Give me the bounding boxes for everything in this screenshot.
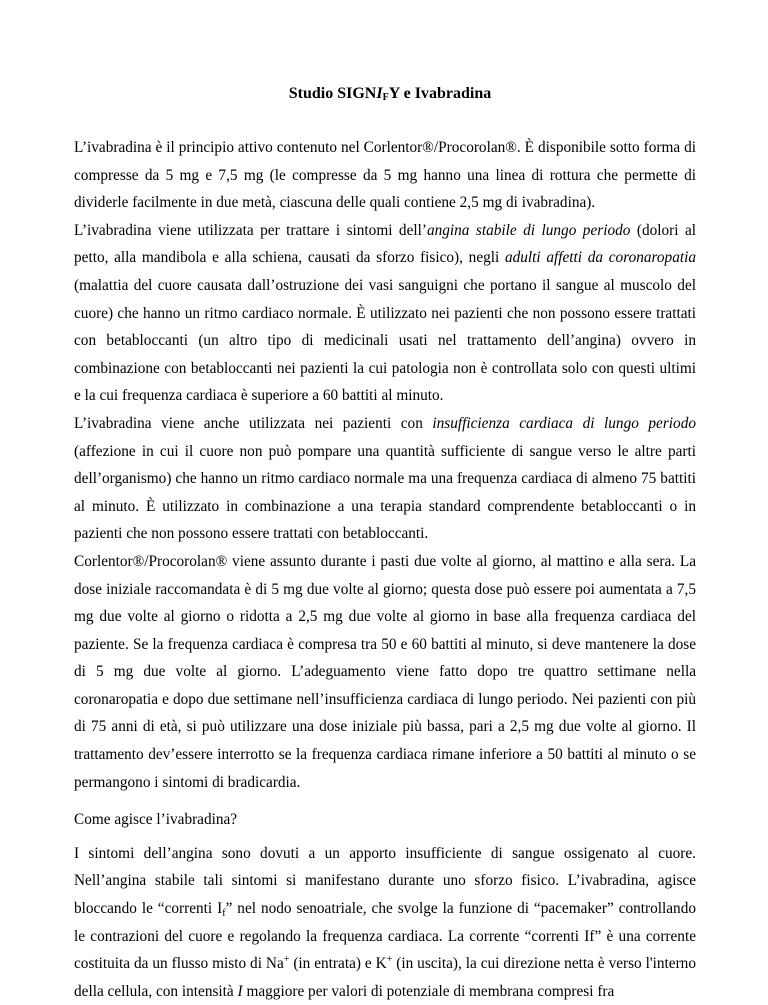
text-span: (dolori al petto, alla mandibola e alla schiena, causati da sforzo fisico), negli [74, 221, 696, 267]
italic-symbol-i: I [237, 982, 243, 1000]
document-title [74, 84, 696, 108]
paragraph-dosage: Corlentor®/Procorolan® viene assunto durante i pasti due volte al giorno, al mattino e alla sera. La dose iniziale raccomandata è di 5 mg due volte al giorno; questa dose può essere poi aumentata a 7,5 mg due volte al giorno o ridotta a 2,5 mg due volte al giorno in base alla frequenza cardiaca del paziente. Se la frequenza cardiaca è compresa tra 50 e 60 battiti al minuto, si deve mantenere la dose di 5 mg due volte al giorno. L’adeguamento viene fatto dopo tre quattro settimane nella coronaropatia e dopo due settimane nell’insufficienza cardiaca di lungo periodo. Nei pazienti con più di 75 anni di età, si può utilizzare una dose iniziale più bassa, pari a 2,5 mg due volte al giorno. Il trattamento dev’essere interrotto se la frequenza cardiaca rimane inferiore a 50 battiti al minuto o se permangono i sintomi di bradicardia. [74, 552, 696, 791]
paragraph-intro: L’ivabradina è il principio attivo contenuto nel Corlentor®/Procorolan®. È disponibile sotto forma di compresse da 5 mg e 7,5 mg (le compresse da 5 mg hanno una linea di rottura che permette di dividerle facilmente in due metà, ciascuna delle quali contiene 2,5 mg di ivabradina). [74, 139, 696, 212]
text-span: L’ivabradina viene utilizzata per trattare i sintomi dell’ [74, 221, 427, 239]
superscript-plus: + [283, 954, 290, 966]
text-span: L’ivabradina viene anche utilizzata nei pazienti con [74, 414, 433, 432]
text-span: (in entrata) e K [289, 955, 387, 973]
paragraph-mechanism [74, 840, 696, 1005]
text-span: I sintomi dell’angina sono dovuti a un apporto insufficiente di sangue ossigenato al cuore. Nell’angina stabile tali sintomi si manifestano durante uno sforzo fisico. L’ivabradina, agisce bloccando le “correnti I [74, 844, 696, 918]
paragraph-heart-failure [74, 410, 696, 548]
title-subscript: F [382, 92, 389, 103]
italic-term-coronaropatia: adulti affetti da coronaropatia [504, 249, 697, 267]
italic-term-angina: angina stabile di lungo periodo [426, 221, 631, 239]
italic-term-insufficienza: insufficienza cardiaca di lungo periodo [432, 414, 696, 432]
text-span: (in uscita), la cui direzione netta è verso l'interno della cellula, con intensità [74, 955, 696, 1000]
paragraph-angina [74, 217, 696, 410]
text-span: ” nel nodo senoatriale, che svolge la funzione di “pacemaker” controllando le contrazioni del cuore e regolando la frequenza cardiaca. La corrente “correnti If” è una corrente costituita da un flusso misto di Na [74, 900, 696, 973]
subscript-f: f [222, 908, 226, 920]
title-text-post: Y e Ivabradina [388, 85, 492, 102]
section-heading: Come agisce l’ivabradina? [74, 811, 238, 829]
document-page [74, 84, 696, 1005]
superscript-plus: + [386, 954, 393, 966]
title-italic-letter: I [376, 85, 383, 102]
title-text-pre: Studio SIGN [288, 85, 377, 102]
text-span: maggiore per valori di potenziale di membrana compresi fra [242, 982, 615, 1000]
text-span: (malattia del cuore causata dall’ostruzione dei vasi sanguigni che portano il sangue al muscolo del cuore) che hanno un ritmo cardiaco normale. È utilizzato nei pazienti che non possono essere trattati con betabloccanti (un altro tipo di medicinali usati nel trattamento dell’angina) ovvero in combinazione con betabloccanti nei pazienti la cui patologia non è controllata solo con questi ultimi e la cui frequenza cardiaca è superiore a 60 battiti al minuto. [74, 276, 696, 405]
text-span: (affezione in cui il cuore non può pompare una quantità sufficiente di sangue verso le altre parti dell’organismo) che hanno un ritmo cardiaco normale ma una frequenza cardiaca di almeno 75 battiti al minuto. È utilizzato in combinazione a una terapia standard comprendente betabloccanti o in pazienti che non possono essere trattati con betabloccanti. [74, 442, 696, 543]
